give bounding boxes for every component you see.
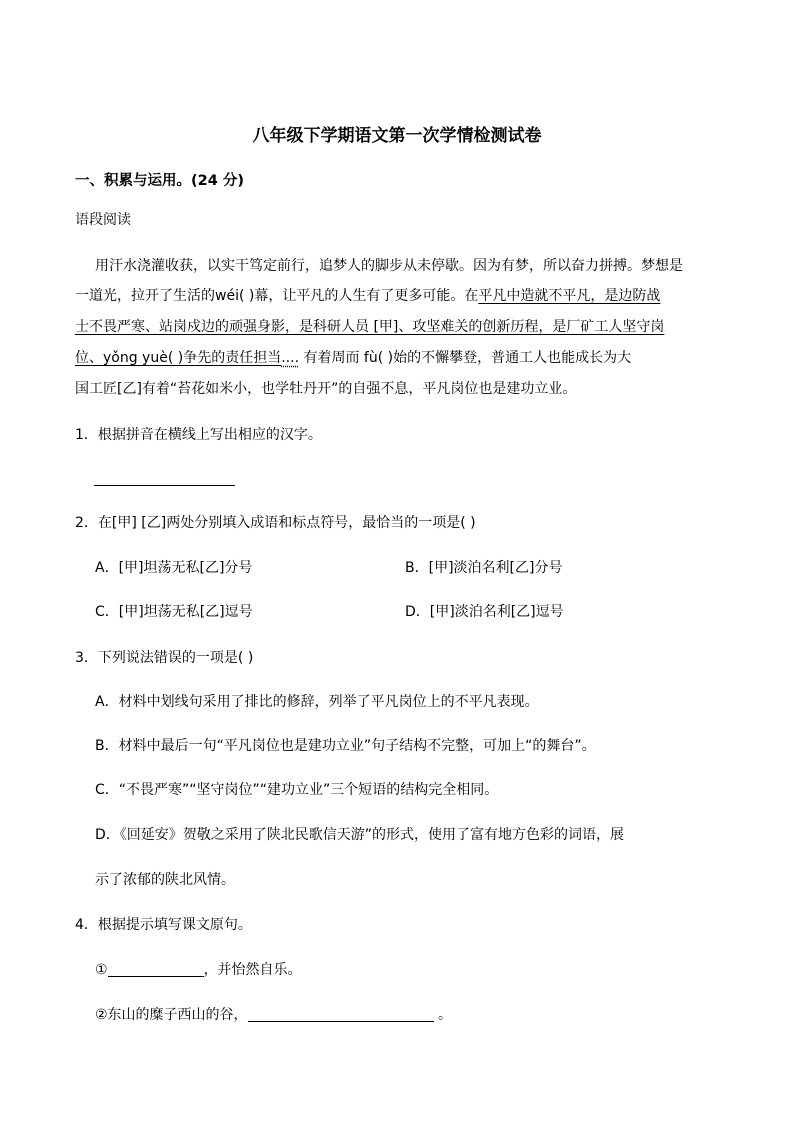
passage-text: 有着周而 fù( )始的不懈攀登，普通工人也能成长为大 [299,350,632,366]
item-text: 。 [433,1007,453,1023]
section-heading: 一、积累与运用。(24 分) [75,173,244,189]
fill-item-1 [95,962,302,977]
item-text: ，并怡然自乐。 [203,962,302,978]
option-a[interactable]: A．材料中划线句采用了排比的修辞，列举了平凡岗位上的不平凡表现。 [95,694,539,710]
passage-line-1: 用汗水浇灌收获，以实干笃定前行，追梦人的脚步从未停歇。因为有梦，所以奋力拼搏。梦想是 [95,258,683,274]
option-c[interactable]: C．“不畏严寒”“坚守岗位”“建功立业”三个短语的结构完全相同。 [95,782,499,798]
answer-blank[interactable] [108,962,204,977]
option-d[interactable]: D．[甲]淡泊名利[乙]逗号 [405,604,564,620]
passage-line-5: 国工匠[乙]有着“苔花如米小，也学牡丹开”的自强不息，平凡岗位也是建功立业。 [75,381,577,397]
passage-line-2 [75,289,723,303]
underlined-sentence: 平凡中造就不平凡，是边防战 [478,288,661,304]
option-d[interactable]: D．《回延安》贺敬之采用了陕北民歌信天游”的形式，使用了富有地方色彩的词语，展 [95,827,625,843]
question-3-stem: 3．下列说法错误的一项是( ) [75,650,254,666]
question-2-stem: 2．在[甲] [乙]两处分别填入成语和标点符号，最恰当的一项是( ) [75,515,476,531]
option-a[interactable]: A．[甲]坦荡无私[乙]分号 [95,560,253,576]
page-title: 八年级下学期语文第一次学情检测试卷 [252,126,542,146]
item-text: ②东山的糜子西山的谷， [95,1007,248,1023]
question-4-stem: 4．根据提示填写课文原句。 [75,917,252,933]
item-number: ① [95,962,108,978]
fill-item-2 [95,1007,452,1022]
answer-blank[interactable] [248,1007,434,1022]
passage-text: 一道光，拉开了生活的wéi( )幕，让平凡的人生有了更多可能。在 [75,288,479,304]
answer-line[interactable] [94,485,235,486]
question-1-stem: 1．根据拼音在横线上写出相应的汉字。 [75,427,322,443]
option-b[interactable]: B．[甲]淡泊名利[乙]分号 [405,560,563,576]
option-d-continued: 示了浓郁的陕北风情。 [95,872,235,888]
passage-line-3: 士不畏严寒、站岗戍边的顽强身影，是科研人员 [甲]、攻坚难关的创新历程，是厂矿工人坚守岗 [75,319,665,335]
passage-line-4 [75,351,723,365]
subheading: 语段阅读 [75,212,131,228]
underlined-sentence: 位、yǒng yuè( )争先的责任担当 [75,350,282,366]
option-c[interactable]: C．[甲]坦荡无私[乙]逗号 [95,604,253,620]
emphasis-dots: .... [281,350,300,366]
option-b[interactable]: B．材料中最后一句“平凡岗位也是建功立业”句子结构不完整，可加上“的舞台”。 [95,738,596,754]
